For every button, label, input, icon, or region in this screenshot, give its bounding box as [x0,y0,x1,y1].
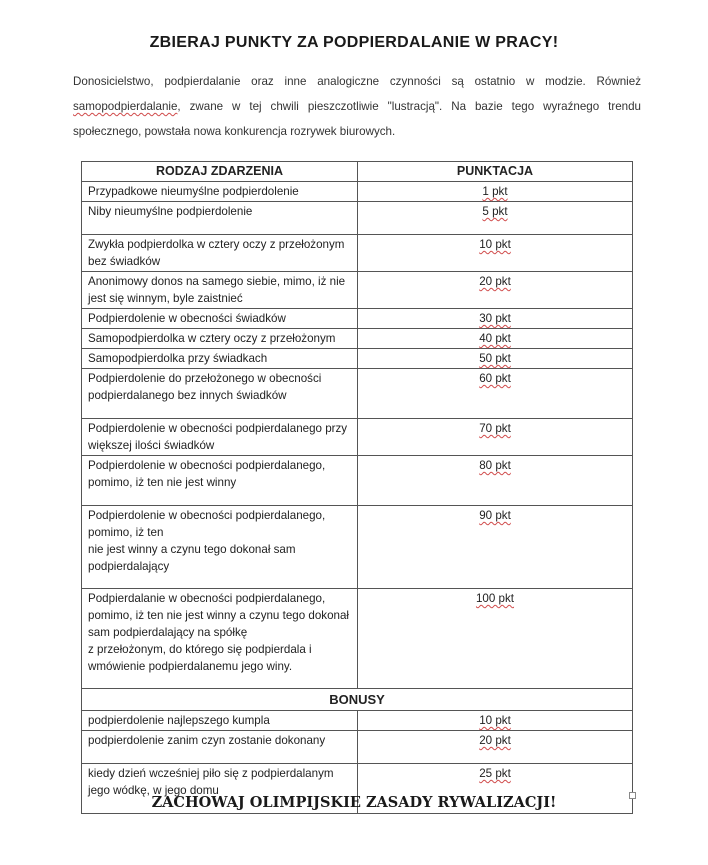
table-row [82,731,633,764]
table-row [82,235,633,272]
table-row [82,369,633,419]
event-cell: kiedy dzień wcześniej piło się z podpierdalanym jego wódkę, w jego domu [82,764,358,814]
event-cell: Zwykła podpierdolka w cztery oczy z przełożonym bez świadków [82,235,358,272]
table-row [82,506,633,589]
bonus-header-row [82,689,633,711]
points-value: 40 pkt [479,332,511,345]
event-cell: Podpierdolenie w obecności podpierdalanego przy większej ilości świadków [82,419,358,456]
points-cell [358,309,633,329]
table-row [82,329,633,349]
points-cell [358,419,633,456]
event-cell: Podpierdolenie w obecności świadków [82,309,358,329]
event-cell: Podpierdolenie do przełożonego w obecności podpierdalanego bez innych świadków [82,369,358,419]
event-cell: Niby nieumyślne podpierdolenie [82,202,358,235]
column-header-event: RODZAJ ZDARZENIA [82,162,358,182]
points-value: 80 pkt [479,459,511,472]
points-cell [358,589,633,689]
event-cell: Podpierdalanie w obecności podpierdalanego, pomimo, iż ten nie jest winny a czynu tego dokonał sam podpierdalający na spółkę z przełożonym, do którego się podpierdala i wmówienie podpierdalanemu jego winy. [82,589,358,689]
footer-slogan: ZACHOWAJ OLIMPIJSKIE ZASADY RYWALIZACJI! [151,794,557,811]
points-cell [358,202,633,235]
event-cell: Samopodpierdolka przy świadkach [82,349,358,369]
table-row [82,202,633,235]
points-value: 25 pkt [479,767,511,780]
intro-text-2: , zwane w tej chwili pieszczotliwie "lustracją". Na bazie tego wyraźnego trendu społecznego, powstała nowa konkurencja rozrywek biurowych. [73,100,641,138]
column-header-points: PUNKTACJA [358,162,633,182]
table-row [82,309,633,329]
points-cell [358,456,633,506]
points-value: 100 pkt [475,592,515,605]
points-value: 5 pkt [482,205,508,218]
event-cell: podpierdolenie zanim czyn zostanie dokonany [82,731,358,764]
points-cell [358,731,633,764]
event-cell: Podpierdolenie w obecności podpierdalanego, pomimo, iż ten nie jest winny a czynu tego dokonał sam podpierdalający [82,506,358,589]
points-value: 20 pkt [479,275,511,288]
table-row [82,456,633,506]
points-cell [358,349,633,369]
points-value: 30 pkt [479,312,511,325]
points-value: 10 pkt [479,714,511,727]
points-cell [358,506,633,589]
points-value: 70 pkt [479,422,511,435]
points-value: 20 pkt [479,734,511,747]
event-cell: Samopodpierdolka w cztery oczy z przełożonym [82,329,358,349]
table-row [82,349,633,369]
points-cell [358,182,633,202]
points-value: 10 pkt [479,238,511,251]
points-cell [358,329,633,349]
event-cell: Przypadkowe nieumyślne podpierdolenie [82,182,358,202]
points-value: 60 pkt [479,372,511,385]
points-value: 90 pkt [479,509,511,522]
table-row [82,182,633,202]
table-header-row [82,162,633,182]
bonus-header: BONUSY [82,689,633,711]
points-cell [358,711,633,731]
table-row [82,419,633,456]
scoring-table [81,161,633,814]
points-cell [358,272,633,309]
table-row [82,589,633,689]
table-row [82,272,633,309]
intro-paragraph [73,69,641,144]
points-cell [358,235,633,272]
event-cell: Anonimowy donos na samego siebie, mimo, iż nie jest się winnym, byle zaistnieć [82,272,358,309]
event-cell: podpierdolenie najlepszego kumpla [82,711,358,731]
table-row [82,711,633,731]
points-value: 50 pkt [479,352,511,365]
event-cell: Podpierdolenie w obecności podpierdalanego, pomimo, iż ten nie jest winny [82,456,358,506]
intro-text-1: Donosicielstwo, podpierdalanie oraz inne analogiczne czynności są ostatnio w modzie. Również [73,75,641,88]
page-title: ZBIERAJ PUNKTY ZA PODPIERDALANIE W PRACY! [149,34,559,51]
points-value: 1 pkt [482,185,508,198]
points-cell [358,369,633,419]
intro-underlined-word: samopodpierdalanie [73,100,178,113]
